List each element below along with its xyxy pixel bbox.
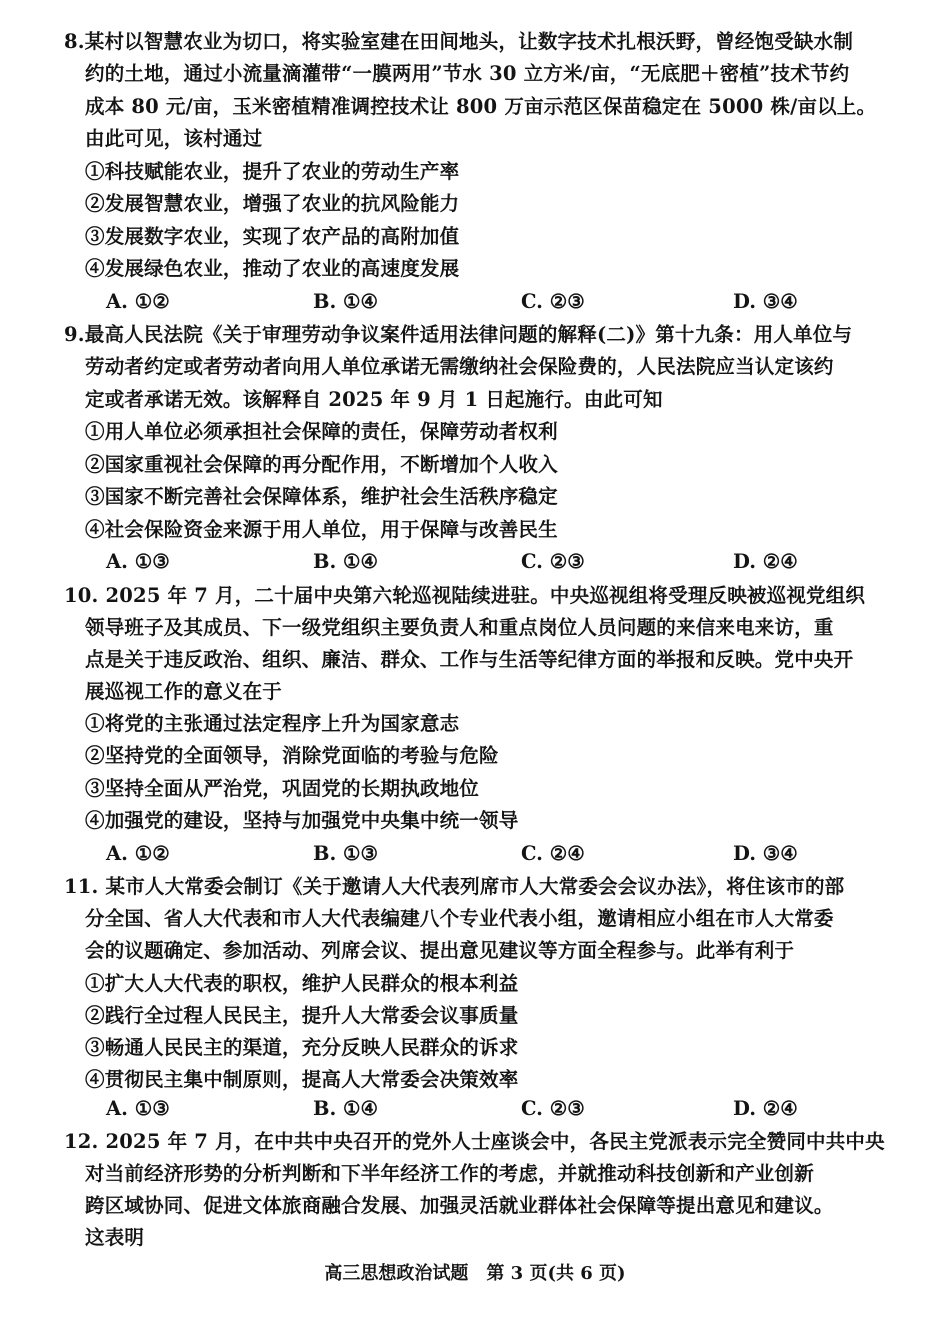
question-stem-line: 由此可见，该村通过	[85, 127, 263, 150]
statement-option: ②国家重视社会保障的再分配作用，不断增加个人收入	[85, 453, 558, 476]
answer-choice-a: A. ①②	[106, 842, 170, 865]
question-stem-line: 约的土地，通过小流量滴灌带“一膜两用”节水 30 立方米/亩，“无底肥＋密植”技术节约	[85, 62, 850, 85]
statement-option: ②发展智慧农业，增强了农业的抗风险能力	[85, 192, 460, 215]
statement-option: ①扩大人大代表的职权，维护人民群众的根本利益	[85, 972, 519, 995]
question-stem-line: 定或者承诺无效。该解释自 2025 年 9 月 1 日起施行。由此可知	[85, 388, 663, 411]
question-stem-line: 8.某村以智慧农业为切口，将实验室建在田间地头，让数字技术扎根沃野，曾经饱受缺水制	[64, 30, 854, 53]
answer-choice-d: D. ②④	[733, 550, 798, 573]
answer-choice-b: B. ①④	[313, 1097, 379, 1120]
answer-choice-c: C. ②④	[521, 842, 585, 865]
question-stem-line: 对当前经济形势的分析判断和下半年经济工作的考虑，并就推动科技创新和产业创新	[85, 1162, 814, 1185]
statement-option: ①用人单位必须承担社会保障的责任，保障劳动者权利	[85, 420, 558, 443]
question-stem-line: 分全国、省人大代表和市人大代表编建八个专业代表小组，邀请相应小组在市人大常委	[85, 907, 834, 930]
answer-choice-b: B. ①④	[313, 550, 379, 573]
answer-choice-a: A. ①②	[106, 290, 170, 313]
answer-choice-a: A. ①③	[106, 1097, 170, 1120]
question-stem-line: 点是关于违反政治、组织、廉洁、群众、工作与生活等纪律方面的举报和反映。党中央开	[85, 648, 854, 671]
answer-choice-b: B. ①④	[313, 290, 379, 313]
statement-option: ①科技赋能农业，提升了农业的劳动生产率	[85, 160, 460, 183]
question-stem-line: 领导班子及其成员、下一级党组织主要负责人和重点岗位人员问题的来信来电来访，重	[85, 616, 834, 639]
question-stem-line: 9.最高人民法院《关于审理劳动争议案件适用法律问题的解释(二)》第十九条：用人单位与	[64, 323, 853, 346]
statement-option: ③国家不断完善社会保障体系，维护社会生活秩序稳定	[85, 485, 558, 508]
statement-option: ③发展数字农业，实现了农产品的高附加值	[85, 225, 460, 248]
answer-choice-d: D. ②④	[733, 1097, 798, 1120]
answer-choice-c: C. ②③	[521, 550, 585, 573]
statement-option: ④加强党的建设，坚持与加强党中央集中统一领导	[85, 809, 519, 832]
statement-option: ②坚持党的全面领导，消除党面临的考验与危险	[85, 744, 499, 767]
answer-choice-b: B. ①③	[313, 842, 379, 865]
page-footer: 高三思想政治试题 第 3 页(共 6 页)	[324, 1263, 626, 1284]
statement-option: ②践行全过程人民民主，提升人大常委会议事质量	[85, 1004, 519, 1027]
question-stem-line: 12. 2025 年 7 月，在中共中央召开的党外人士座谈会中，各民主党派表示完全赞同中共中央	[64, 1130, 885, 1153]
statement-option: ④贯彻民主集中制原则，提高人大常委会决策效率	[85, 1068, 519, 1091]
question-stem-line: 劳动者约定或者劳动者向用人单位承诺无需缴纳社会保险费的，人民法院应当认定该约	[85, 355, 834, 378]
answer-choice-c: C. ②③	[521, 1097, 585, 1120]
statement-option: ①将党的主张通过法定程序上升为国家意志	[85, 712, 460, 735]
statement-option: ④社会保险资金来源于用人单位，用于保障与改善民生	[85, 518, 558, 541]
question-stem-line: 这表明	[85, 1226, 145, 1249]
answer-choice-d: D. ③④	[733, 842, 798, 865]
question-stem-line: 10. 2025 年 7 月，二十届中央第六轮巡视陆续进驻。中央巡视组将受理反映被巡视党组织	[64, 584, 866, 607]
answer-choice-a: A. ①③	[106, 550, 170, 573]
question-stem-line: 展巡视工作的意义在于	[85, 680, 283, 703]
statement-option: ③坚持全面从严治党，巩固党的长期执政地位	[85, 777, 480, 800]
answer-choice-d: D. ③④	[733, 290, 798, 313]
answer-choice-c: C. ②③	[521, 290, 585, 313]
question-stem-line: 会的议题确定、参加活动、列席会议、提出意见建议等方面全程参与。此举有利于	[85, 939, 795, 962]
question-stem-line: 11. 某市人大常委会制订《关于邀请人大代表列席市人大常委会会议办法》，将住该市的部	[64, 875, 845, 898]
statement-option: ③畅通人民民主的渠道，充分反映人民群众的诉求	[85, 1036, 519, 1059]
statement-option: ④发展绿色农业，推动了农业的高速度发展	[85, 257, 460, 280]
question-stem-line: 跨区域协同、促进文体旅商融合发展、加强灵活就业群体社会保障等提出意见和建议。	[85, 1194, 834, 1217]
question-stem-line: 成本 80 元/亩，玉米密植精准调控技术让 800 万亩示范区保苗稳定在 5000 株/亩以上。	[85, 95, 877, 118]
